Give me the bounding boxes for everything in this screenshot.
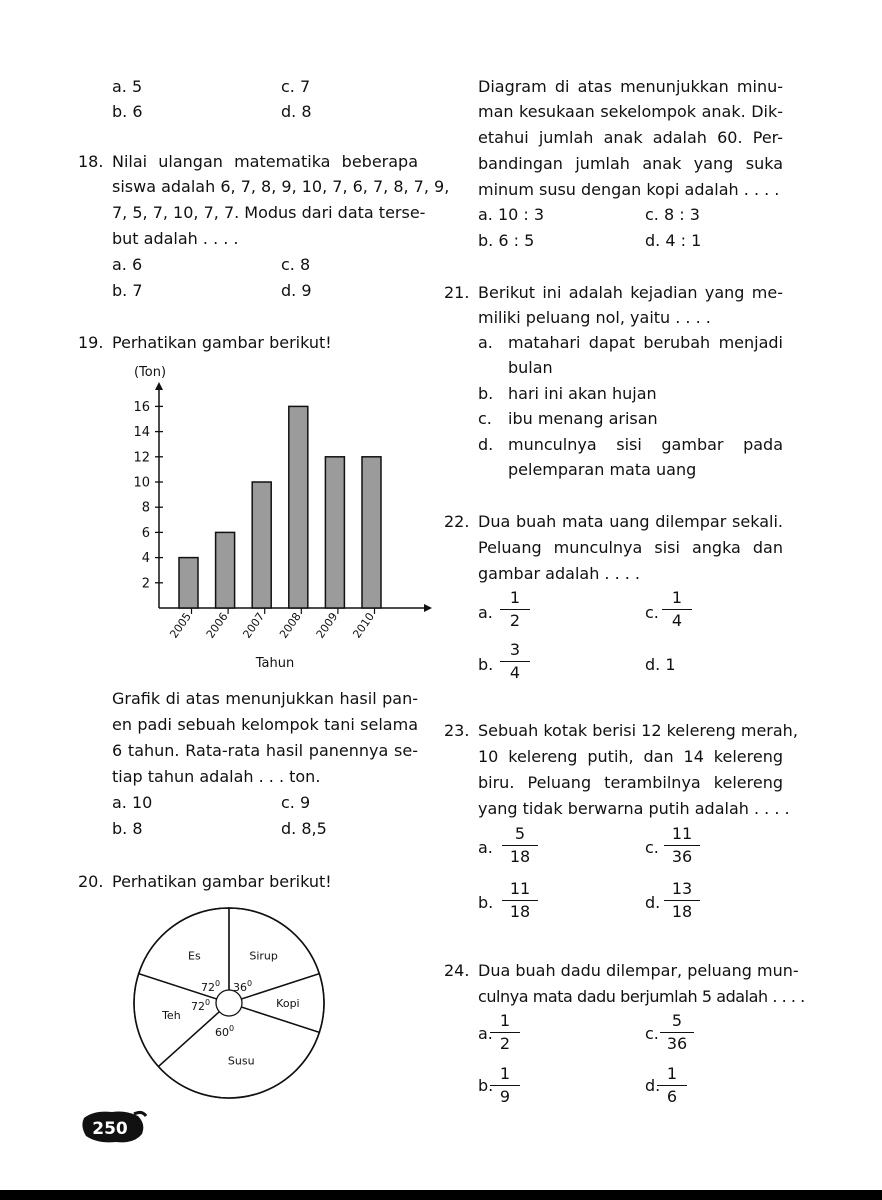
x-tick-label: 2010 <box>350 610 377 641</box>
q18-text-line: siswa adalah 6, 7, 8, 9, 10, 7, 6, 7, 8, 7, 9, <box>112 177 450 196</box>
q21-option-d-letter: d. <box>478 435 494 454</box>
bar <box>289 406 308 608</box>
q22-option-b-letter: b. <box>478 655 494 674</box>
pie-slice-label: Teh <box>162 1009 181 1023</box>
y-tick-label: 16 <box>133 399 150 415</box>
q23-text-line: yang tidak berwarna putih adalah . . . . <box>478 799 790 818</box>
q24-option-c-fraction: $\frac{5}{36}$ <box>660 1011 694 1054</box>
q18-text-line: Nilai ulangan matematika beberapa <box>112 152 418 171</box>
q24-option-c-letter: c. <box>645 1024 659 1043</box>
q20-prompt: Perhatikan gambar berikut! <box>112 872 332 891</box>
x-tick-label: 2005 <box>167 610 194 641</box>
q22-text-line: Dua buah mata uang dilempar sekali. <box>478 512 783 531</box>
q18-number: 18. <box>78 152 104 171</box>
bar <box>252 482 271 608</box>
x-tick-label: 2007 <box>240 610 268 641</box>
q20-option-c: c. 8 : 3 <box>645 205 700 224</box>
q24-number: 24. <box>444 961 470 980</box>
y-tick-label: 8 <box>141 500 150 516</box>
q22-option-c-letter: c. <box>645 603 659 622</box>
bar-chart <box>110 360 440 680</box>
q24-text-line: Dua buah dadu dilempar, peluang mun- <box>478 961 799 980</box>
q22-text-line: gambar adalah . . . . <box>478 564 641 583</box>
q23-option-c-letter: c. <box>645 838 659 857</box>
q19-text-line: tiap tahun adalah . . . ton. <box>112 767 321 786</box>
q19-option-a: a. 10 <box>112 793 153 812</box>
q21-option-c-letter: c. <box>478 409 492 428</box>
q21-option-a-letter: a. <box>478 333 493 352</box>
bar <box>325 457 344 608</box>
q20-text-line: Diagram di atas menunjukkan minu- <box>478 77 783 96</box>
q20-text-line: bandingan jumlah anak yang suka <box>478 154 783 173</box>
q23-option-c-fraction: $\frac{11}{36}$ <box>664 824 700 867</box>
bar <box>179 558 198 608</box>
q24-option-d-letter: d. <box>645 1076 661 1095</box>
q23-option-b-letter: b. <box>478 893 494 912</box>
q21-option-a: matahari dapat berubah menjadi <box>508 333 783 352</box>
y-tick-label: 12 <box>133 450 150 466</box>
q24-option-b-fraction: $\frac{1}{9}$ <box>490 1064 520 1107</box>
q18-option-d: d. 9 <box>281 281 312 300</box>
pie-slice-label: Susu <box>227 1054 255 1068</box>
q23-option-a-letter: a. <box>478 838 493 857</box>
q21-option-b: hari ini akan hujan <box>508 384 657 403</box>
page-number-badge <box>76 1108 148 1146</box>
q21-option-d: munculnya sisi gambar pada <box>508 435 783 454</box>
q22-number: 22. <box>444 512 470 531</box>
q18-option-b: b. 7 <box>112 281 143 300</box>
q20-text-line: man kesukaan sekelompok anak. Dik- <box>478 102 783 121</box>
q20-number: 20. <box>78 872 104 891</box>
pie-slice-label: Sirup <box>249 949 278 963</box>
q18-text-line: but adalah . . . . <box>112 229 239 248</box>
q24-option-b-letter: b. <box>478 1076 494 1095</box>
q21-text-line: miliki peluang nol, yaitu . . . . <box>478 308 711 327</box>
bottom-bar <box>0 1190 882 1200</box>
y-axis-arrow <box>155 382 163 390</box>
q24-text-line: culnya mata dadu berjumlah 5 adalah . . . . <box>478 987 805 1006</box>
pie-angle-label: $36^0$ <box>233 979 253 994</box>
q22-text-line: Peluang munculnya sisi angka dan <box>478 538 783 557</box>
q17-option-d: d. 8 <box>281 102 312 121</box>
q22-option-c-fraction: $\frac{1}{4}$ <box>662 588 692 631</box>
q18-option-c: c. 8 <box>281 255 311 274</box>
q18-text-line: 7, 5, 7, 10, 7, 7. Modus dari data terse- <box>112 203 426 222</box>
q21-option-d-cont: pelemparan mata uang <box>508 460 697 479</box>
q17-option-c: c. 7 <box>281 77 311 96</box>
q21-option-a-cont: bulan <box>508 358 553 377</box>
page-number: 250 <box>92 1119 128 1139</box>
q22-option-a-fraction: $\frac{1}{2}$ <box>500 588 530 631</box>
pie-slice-label: Kopi <box>276 997 300 1010</box>
pie-angle-label: $60^0$ <box>215 1024 235 1039</box>
y-tick-label: 10 <box>133 475 150 491</box>
q19-text-line: 6 tahun. Rata-rata hasil panennya se- <box>112 741 418 760</box>
q18-option-a: a. 6 <box>112 255 143 274</box>
q19-option-d: d. 8,5 <box>281 819 327 838</box>
q24-option-a-fraction: $\frac{1}{2}$ <box>490 1011 520 1054</box>
pie-chart <box>120 895 350 1110</box>
q22-option-d: d. 1 <box>645 655 676 674</box>
q24-option-d-fraction: $\frac{1}{6}$ <box>657 1064 687 1107</box>
q20-option-a: a. 10 : 3 <box>478 205 545 224</box>
q20-text-line: etahui jumlah anak adalah 60. Per- <box>478 128 783 147</box>
x-tick-label: 2009 <box>313 610 341 641</box>
x-axis-label: Tahun <box>255 656 295 671</box>
q21-option-c: ibu menang arisan <box>508 409 658 428</box>
q23-number: 23. <box>444 721 470 740</box>
q23-text-line: Sebuah kotak berisi 12 kelereng merah, <box>478 721 798 740</box>
q23-option-a-fraction: $\frac{5}{18}$ <box>502 824 538 867</box>
q17-option-b: b. 6 <box>112 102 143 121</box>
y-axis-label: (Ton) <box>133 365 167 380</box>
pie-angle-label: $72^0$ <box>201 979 221 994</box>
q19-option-b: b. 8 <box>112 819 143 838</box>
q23-option-d-fraction: $\frac{13}{18}$ <box>664 879 700 922</box>
q20-option-b: b. 6 : 5 <box>478 231 535 250</box>
q22-option-a-letter: a. <box>478 603 493 622</box>
q20-option-d: d. 4 : 1 <box>645 231 702 250</box>
pie-slice-label: Es <box>188 949 201 963</box>
q19-text-line: en padi sebuah kelompok tani selama <box>112 715 418 734</box>
q19-number: 19. <box>78 333 104 352</box>
q23-text-line: biru. Peluang terambilnya kelereng <box>478 773 783 792</box>
y-tick-label: 6 <box>141 525 150 541</box>
q17-option-a: a. 5 <box>112 77 143 96</box>
bar <box>362 457 381 608</box>
x-axis-arrow <box>424 604 432 612</box>
y-tick-label: 2 <box>141 576 150 592</box>
pie-angle-label: $72^0$ <box>191 998 211 1013</box>
bar <box>216 532 235 608</box>
q20-text-line: minum susu dengan kopi adalah . . . . <box>478 180 780 199</box>
q21-number: 21. <box>444 283 470 302</box>
q23-text-line: 10 kelereng putih, dan 14 kelereng <box>478 747 783 766</box>
y-tick-label: 4 <box>141 551 150 567</box>
q19-option-c: c. 9 <box>281 793 311 812</box>
q21-text-line: Berikut ini adalah kejadian yang me- <box>478 283 783 302</box>
q23-option-b-fraction: $\frac{11}{18}$ <box>502 879 538 922</box>
x-tick-label: 2006 <box>203 610 231 641</box>
x-tick-label: 2008 <box>277 610 304 641</box>
q22-option-b-fraction: $\frac{3}{4}$ <box>500 640 530 683</box>
q23-option-d-letter: d. <box>645 893 661 912</box>
q21-option-b-letter: b. <box>478 384 494 403</box>
q19-text-line: Grafik di atas menunjukkan hasil pan- <box>112 689 418 708</box>
q24-option-a-letter: a. <box>478 1024 493 1043</box>
q19-prompt: Perhatikan gambar berikut! <box>112 333 332 352</box>
y-tick-label: 14 <box>133 425 150 441</box>
